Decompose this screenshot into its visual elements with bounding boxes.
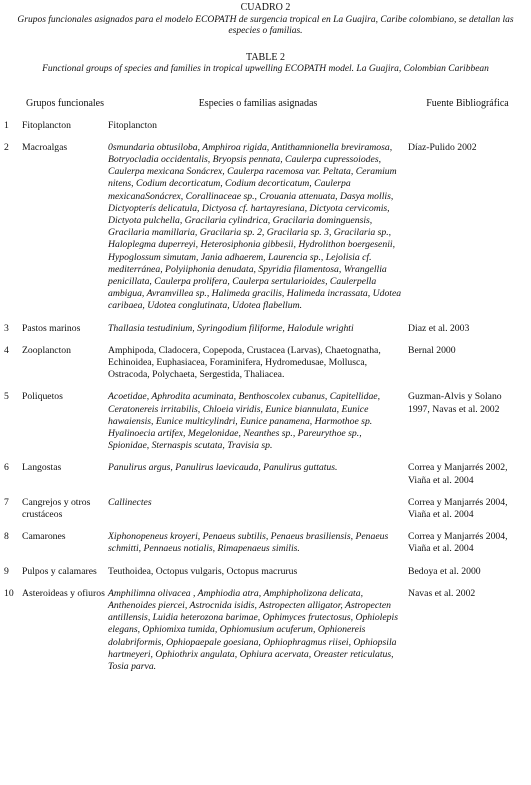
row-source: Navas et al. 2002: [408, 587, 476, 599]
functional-groups-table: [4, 98, 527, 684]
table-row: [4, 142, 527, 323]
row-group: Pastos marinos: [22, 322, 81, 334]
row-number: 5: [4, 391, 9, 403]
table-row: [4, 462, 527, 496]
table-body: [4, 120, 527, 684]
row-group: Asteroideas y ofiuros: [22, 587, 105, 599]
table-row: [4, 120, 527, 142]
table-row: [4, 391, 527, 462]
row-group: Langostas: [22, 462, 62, 474]
row-number: 2: [4, 141, 9, 153]
table-row: [4, 588, 527, 683]
row-species: Panulirus argus, Panulirus laevicauda, Panulirus guttatus.: [108, 462, 338, 474]
table-row: [4, 345, 527, 392]
header-species: Especies o familias asignadas: [198, 97, 318, 109]
row-number: 1: [4, 119, 9, 131]
row-species: Xiphonopeneus kroyeri, Penaeus subtilis, Penaeus brasiliensis, Penaeus schmitti, Pennaeus notialis, Rimapenaeus similis.: [108, 531, 389, 555]
table-row: [4, 497, 527, 531]
header-group: Grupos funcionales: [25, 97, 105, 109]
row-source: [408, 120, 527, 142]
row-species: Acoetidae, Aphrodita acuminata, Benthoscolex cubanus, Capitellidae, Ceratonereis irritabilis, Chloeia viridis, Eunice biannulata, Eunice hawaiensis, Eunice multicylindri, Eunice panamena, Harmothoe sp. Hyalinoecia artifex, Megelonidae, Neanthes sp., Pareurythoe sp., Spionidae, Sternaspis scutata, Travisia sp.: [108, 391, 381, 452]
row-species: Amphilimna olivacea , Amphiodia atra, Amphipholizona delicata, Anthenoides piercei, Astrocnida isidis, Astropecten alligator, Astropecten antillensis, Luidia heterozona barimae, Ophimyces frutectosus, Ophiolepis elegans, Ophiomixa tumida, Ophiomusium acuferum, Ophionereis dolabriformis, Ophiopaepale goesiana, Ophiophragmus riisei, Ophiopsila hartmeyeri, Ophiothrix angulata, Ophiura acervata, Oreaster reticulatus, Tosia parva.: [108, 587, 398, 673]
table-header-row: [4, 98, 527, 120]
row-group: Poliquetos: [22, 391, 63, 403]
row-source: Correa y Manjarrés 2004, Viaña et al. 2004: [408, 531, 508, 555]
row-species: Thallasia testudinium, Syringodium filiforme, Halodule wrighti: [108, 322, 354, 334]
row-group: Pulpos y calamares: [22, 565, 97, 577]
caption-title-es: Grupos funcionales asignados para el modelo ECOPATH de surgencia tropical en La Guajira, Caribe colombiano, se detallan las especies o familias.: [17, 14, 514, 36]
row-number: 7: [4, 496, 9, 508]
header-number: [4, 98, 22, 120]
table-row: [4, 323, 527, 345]
row-number: 8: [4, 531, 9, 543]
row-source: Díaz-Pulido 2002: [408, 141, 477, 153]
caption-label-en: TABLE 2: [246, 51, 285, 63]
row-source: Correa y Manjarrés 2004, Viaña et al. 2004: [408, 496, 508, 520]
row-group: Cangrejos y otros crustáceos: [22, 496, 91, 520]
caption-label-es: CUADRO 2: [240, 2, 291, 13]
row-number: 9: [4, 565, 9, 577]
row-number: 3: [4, 322, 9, 334]
header-source: Fuente Bibliográfica: [426, 97, 509, 109]
caption-title-en: Functional groups of species and families in tropical upwelling ECOPATH model. La Guajira, Colombian Caribbean: [42, 64, 489, 74]
row-source: Correa y Manjarrés 2002, Viaña et al. 2004: [408, 462, 508, 486]
row-species: Amphipoda, Cladocera, Copepoda, Crustacea (Larvas), Chaetognatha, Echinoidea, Euphasiacea, Foraminifera, Hydromedusae, Mollusca, Ostracoda, Polychaeta, Sergestida, Thaliacea.: [108, 344, 381, 381]
row-species: Callinectes: [108, 496, 152, 508]
row-source: Guzman-Alvis y Solano 1997, Navas et al. 2002: [408, 391, 502, 415]
row-source: Bedoya et al. 2000: [408, 565, 481, 577]
row-group: Camarones: [22, 531, 66, 543]
row-source: Diaz et al. 2003: [408, 322, 470, 334]
table-row: [4, 531, 527, 565]
row-source: Bernal 2000: [408, 344, 456, 356]
table-row: [4, 566, 527, 588]
row-number: 4: [4, 344, 9, 356]
row-species: Teuthoidea, Octopus vulgaris, Octopus macrurus: [108, 565, 298, 577]
row-group: Macroalgas: [22, 141, 68, 153]
row-species: 0smundaria obtusiloba, Amphiroa rigida, Antithamnionella breviramosa, Botryocladia occidentalis, Bryopsis pennata, Caulerpa cupressoiodes, Caulerpa mexicana Sonácrex, Caulerpa racemosa var. Peltata, Ceramium nitens, Codium decorticatum, Codium decorticatum, Caulerpa mexicanaSonácrex, Corallinaceae sp., Crouania attenuata, Dasya mollis, Dictyopterís delicatula, Dictyosa cf. hartayresiana, Dictyota cervicomis, Dictyota pulchella, Gracilaria cylindrica, Gracilaria dominguensis, Gracilaria mamillaria, Gracilaria sp. 2, Gracilaria sp. 3, Gracilaria sp., Haloplegma duperreyi, Heterosiphonia gibbesii, Hydrolithon boergesenii, Hypoglossum simutam, Jania adhaerem, Laurencia sp., Lejolisia cf. mediterránea, Polyiiphonia denudata, Spyridia filamentosa, Wrangellia penicillata, Caulerpa prolifera, Caulerpa sertularioides, Caulerpella ambigua, Avramvillea sp., Halimeda gracilis, Halimeda incrassata, Udotea caribaea, Udotea conglutinata, Udotea flabellum.: [108, 141, 402, 312]
row-group: Zooplancton: [22, 344, 71, 356]
row-species: Fitoplancton: [108, 119, 157, 131]
row-number: 10: [4, 587, 14, 599]
row-group: Fitoplancton: [22, 119, 71, 131]
row-number: 6: [4, 462, 9, 474]
